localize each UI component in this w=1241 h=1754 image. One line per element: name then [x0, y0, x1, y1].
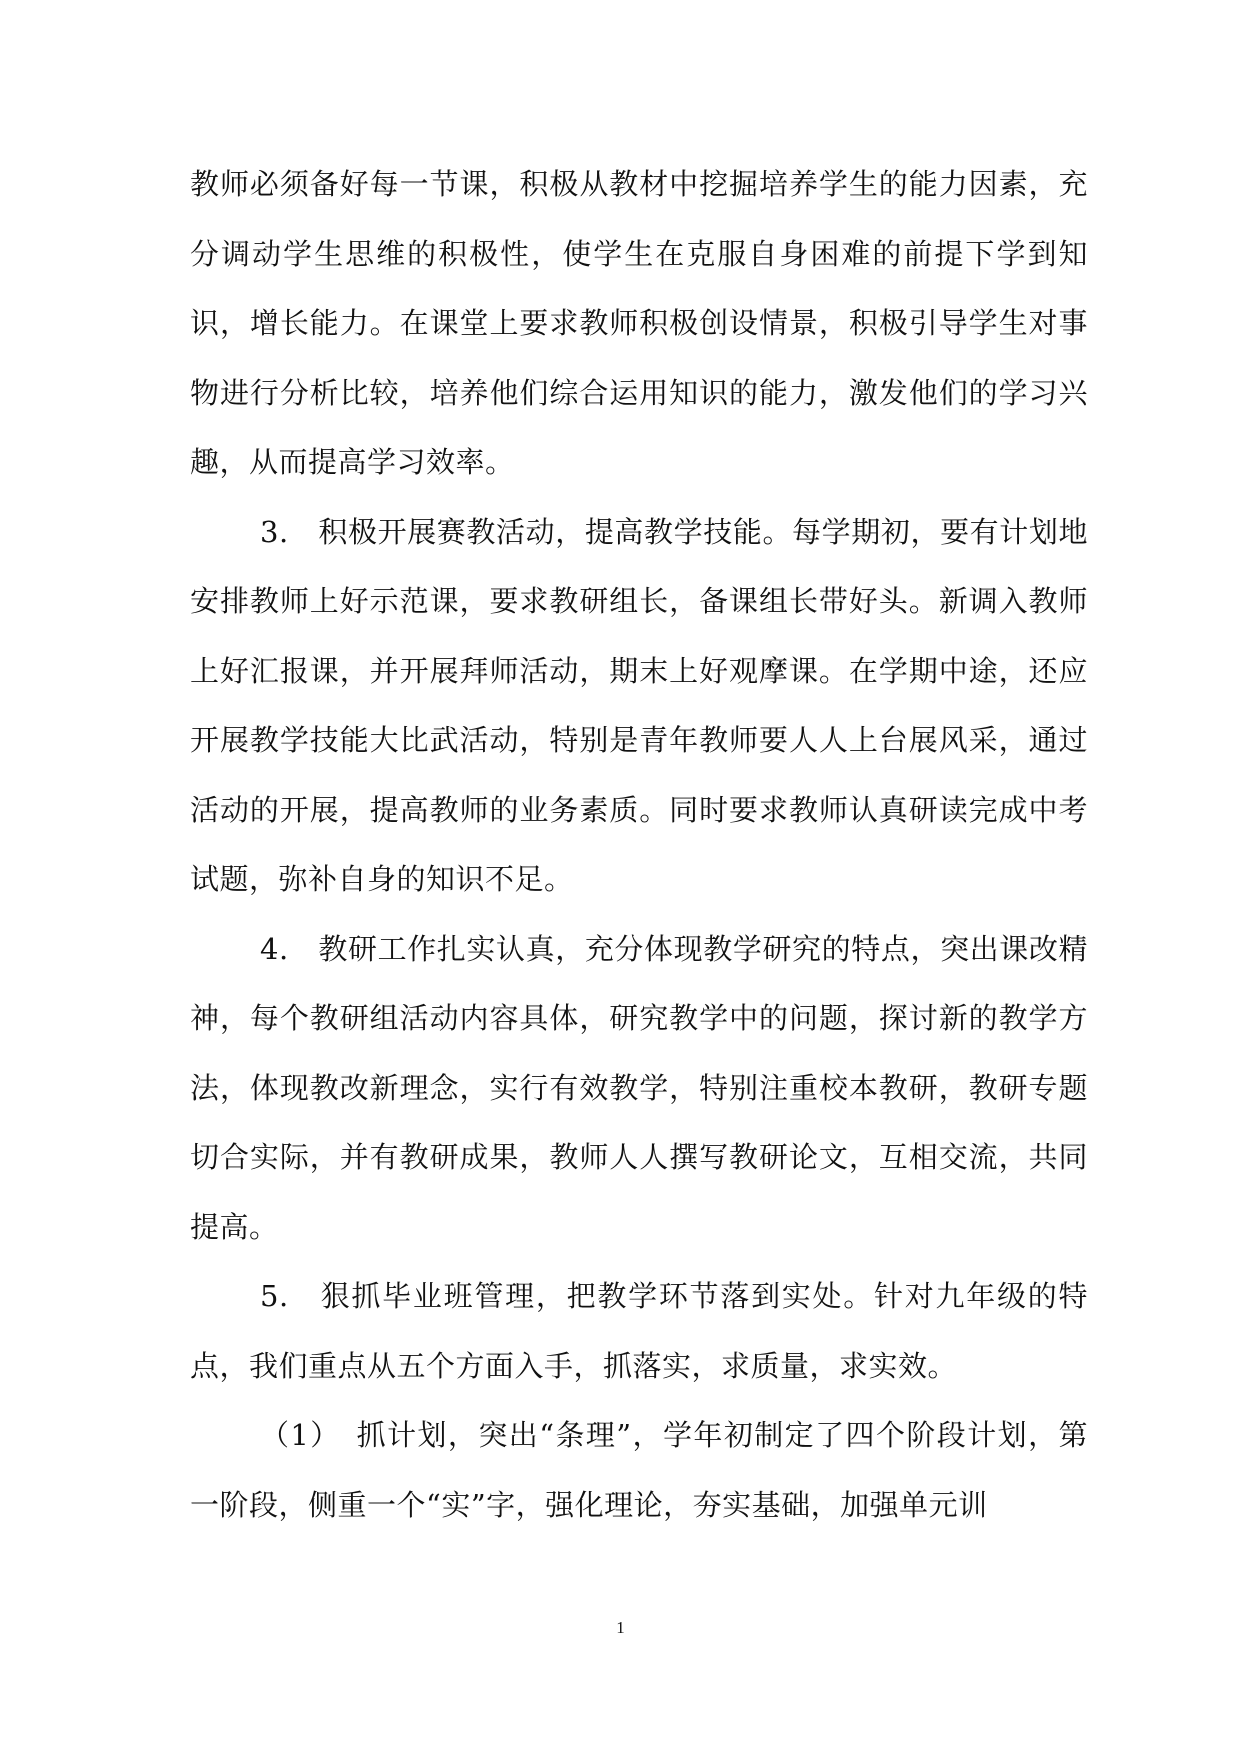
paragraph-3: 4. 教研工作扎实认真，充分体现教学研究的特点，突出课改精神，每个教研组活动内容具体，研究教学中的问题，探讨新的教学方法，体现教改新理念，实行有效教学，特别注重校本教研，教研专题切合实际，并有教研成果，教师人人撰写教研论文，互相交流，共同提高。: [190, 931, 1088, 1244]
paragraph-4: 5. 狠抓毕业班管理，把教学环节落到实处。针对九年级的特点，我们重点从五个方面入手，抓落实，求质量，求实效。: [190, 1279, 1088, 1383]
paragraph-5: （1） 抓计划，突出“条理”，学年初制定了四个阶段计划，第一阶段，侧重一个“实”字，强化理论，夯实基础，加强单元训: [190, 1418, 1088, 1522]
page-number: 1: [616, 1618, 625, 1637]
paragraph-1: 教师必须备好每一节课，积极从教材中挖掘培养学生的能力因素，充分调动学生思维的积极性，使学生在克服自身困难的前提下学到知识，增长能力。在课堂上要求教师积极创设情景，积极引导学生对事物进行分析比较，培养他们综合运用知识的能力，激发他们的学习兴趣，从而提高学习效率。: [190, 167, 1088, 479]
document-body: [190, 150, 1088, 1540]
paragraph-2: 3. 积极开展赛教活动，提高教学技能。每学期初，要有计划地安排教师上好示范课，要求教研组长，备课组长带好头。新调入教师上好汇报课，并开展拜师活动，期末上好观摩课。在学期中途，还应开展教学技能大比武活动，特别是青年教师要人人上台展风采，通过活动的开展，提高教师的业务素质。同时要求教师认真研读完成中考试题，弥补自身的知识不足。: [190, 514, 1088, 896]
